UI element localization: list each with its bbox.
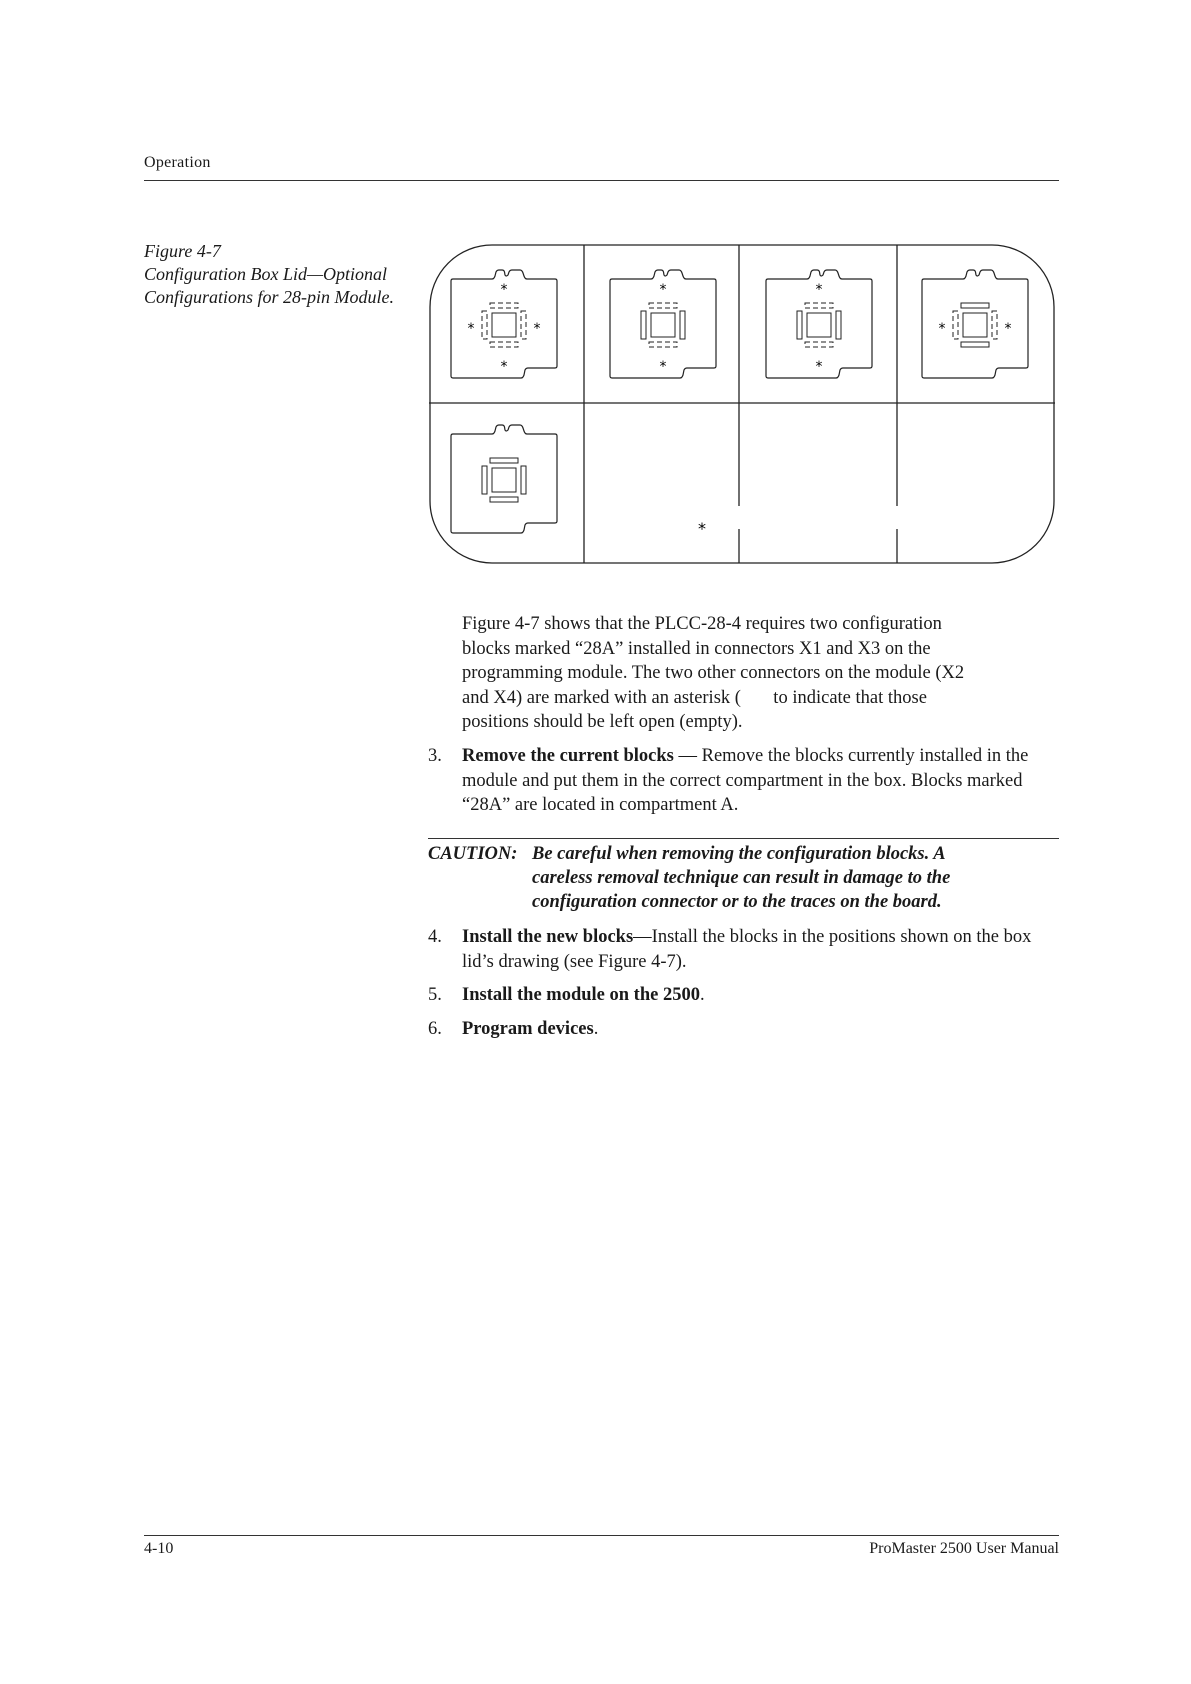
step-title: Remove the current blocks (462, 746, 674, 766)
asterisk-mark: * (659, 359, 667, 375)
socket-square (492, 468, 516, 492)
step-text: Install the blocks in the positions shown on the box lid’s drawing (see Figure 4-7). (462, 927, 1032, 972)
intro-line: Figure 4-7 shows that the PLCC-28-4 requires two configuration (462, 614, 942, 634)
intro-paragraph (462, 612, 1062, 735)
open-connector (482, 311, 487, 339)
step-text: . (699, 985, 705, 1005)
step-number: 5. (428, 985, 442, 1005)
open-connector (953, 311, 958, 339)
socket-square (651, 313, 675, 337)
step-separator: — (633, 927, 652, 947)
open-connector (805, 342, 833, 347)
config-module (610, 270, 716, 378)
caution-rule (428, 838, 1059, 839)
figure-title-line-2: Configurations for 28-pin Module. (144, 287, 395, 307)
caution-line: Be careful when removing the configuration blocks. A (532, 844, 946, 864)
asterisk-mark: * (533, 321, 541, 337)
asterisk-mark: * (1004, 321, 1012, 337)
module-outline (451, 425, 557, 533)
open-connector (649, 303, 677, 308)
asterisk-mark: * (698, 519, 706, 538)
box-outline (430, 245, 1054, 563)
installed-block (836, 311, 841, 339)
figure-number: Figure 4-7 (144, 241, 221, 261)
open-connector (490, 342, 518, 347)
intro-line: programming module. The two other connectors on the module (X2 (462, 663, 965, 683)
config-module (451, 270, 557, 378)
figure-caption (144, 240, 424, 309)
step-number: 6. (428, 1019, 442, 1039)
installed-block (521, 466, 526, 494)
open-connector (805, 303, 833, 308)
config-module (766, 270, 872, 378)
figure-title-line-1: Configuration Box Lid—Optional (144, 264, 388, 284)
configuration-box-lid-figure (429, 244, 1059, 568)
installed-block (961, 342, 989, 347)
open-connector (649, 342, 677, 347)
caution-note (428, 842, 1068, 914)
step-title: Program devices (462, 1019, 594, 1039)
installed-block (482, 466, 487, 494)
installed-block (961, 303, 989, 308)
socket-square (492, 313, 516, 337)
installed-block (490, 458, 518, 463)
caution-line: careless removal technique can result in damage to the (532, 868, 951, 888)
step-5 (428, 983, 1068, 1008)
asterisk-mark: * (938, 321, 946, 337)
open-connector (992, 311, 997, 339)
installed-block (680, 311, 685, 339)
step-number: 3. (428, 746, 442, 766)
intro-line: blocks marked “28A” installed in connectors X1 and X3 on the (462, 638, 931, 659)
socket-square (963, 313, 987, 337)
open-connector (521, 311, 526, 339)
step-6 (428, 1017, 1068, 1042)
step-text: . (593, 1019, 599, 1039)
step-separator: — (673, 746, 702, 766)
intro-line: and X4) are marked with an asterisk ( to indicate that those (462, 687, 927, 708)
page-number: 4-10 (144, 1540, 174, 1557)
header-rule (144, 180, 1059, 181)
caution-label: CAUTION: (428, 844, 518, 864)
intro-line: positions should be left open (empty). (462, 712, 743, 732)
manual-title: ProMaster 2500 User Manual (869, 1540, 1059, 1557)
config-module (451, 425, 557, 533)
open-connector (490, 303, 518, 308)
installed-block (641, 311, 646, 339)
step-text: Remove the blocks currently installed in the module and put them in the correct compartment in the box. Blocks marked “28A” are located in compartment A. (462, 746, 1029, 815)
installed-block (490, 497, 518, 502)
asterisk-mark: * (500, 359, 508, 375)
footer-rule (144, 1535, 1059, 1536)
asterisk-mark: * (467, 321, 475, 337)
running-head: Operation (144, 154, 211, 171)
step-title: Install the module on the 2500 (462, 985, 700, 1005)
asterisk-mark: * (500, 282, 508, 298)
installed-block (797, 311, 802, 339)
asterisk-mark: * (659, 282, 667, 298)
config-module (922, 270, 1028, 378)
step-number: 4. (428, 927, 442, 947)
step-3 (428, 744, 1064, 818)
step-title: Install the new blocks (462, 927, 634, 947)
asterisk-mark: * (815, 359, 823, 375)
caution-line: configuration connector or to the traces on the board. (532, 892, 942, 912)
asterisk-mark: * (815, 282, 823, 298)
socket-square (807, 313, 831, 337)
step-4 (428, 925, 1064, 974)
